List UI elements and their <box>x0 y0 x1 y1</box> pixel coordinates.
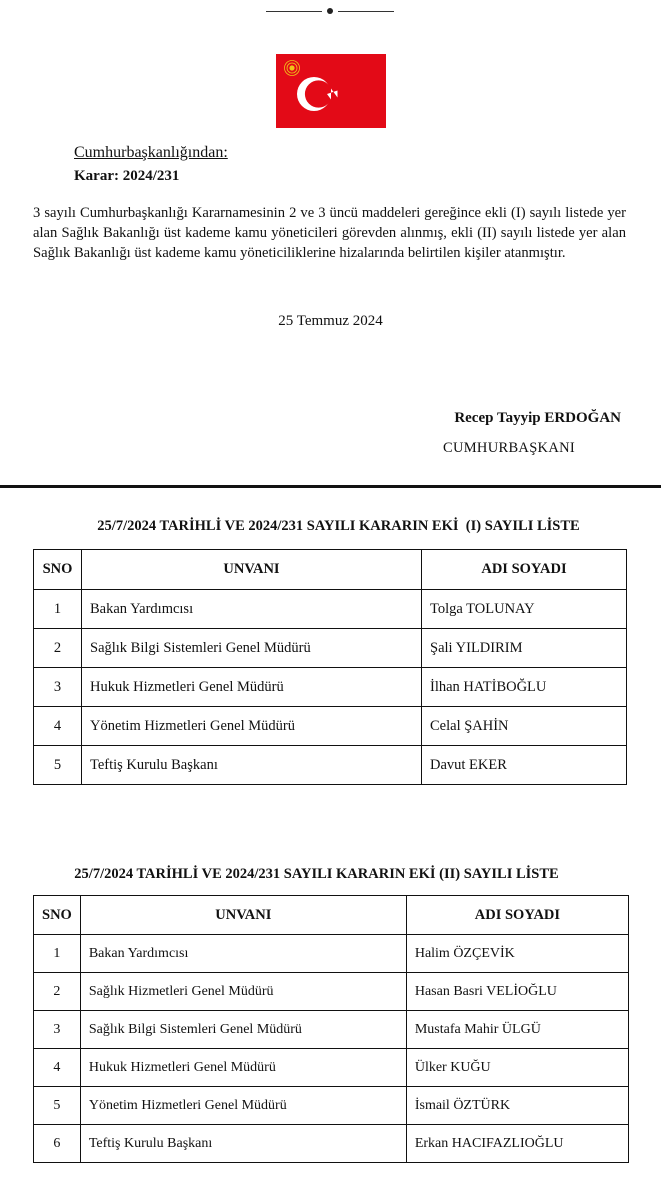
table-row <box>34 590 627 629</box>
signatory-title: CUMHURBAŞKANI <box>443 440 575 456</box>
column-header-adi-soyadi: ADI SOYADI <box>406 896 628 935</box>
table-row <box>34 1049 629 1087</box>
row-title: Yönetim Hizmetleri Genel Müdürü <box>82 707 422 746</box>
list-1-title: 25/7/2024 TARİHLİ VE 2024/231 SAYILI KARARIN EKİ (I) SAYILI LİSTE <box>97 518 580 534</box>
table-row <box>34 668 627 707</box>
column-header-sno: SNO <box>34 550 82 590</box>
issuing-authority: Cumhurbaşkanlığından: <box>74 144 228 161</box>
table-row <box>34 1087 629 1125</box>
row-name: Halim ÖZÇEVİK <box>406 935 628 973</box>
row-sno: 2 <box>34 973 81 1011</box>
table-row <box>34 973 629 1011</box>
row-sno: 1 <box>34 590 82 629</box>
list-2-table <box>33 895 629 1163</box>
table-row <box>34 746 627 785</box>
row-title: Sağlık Bilgi Sistemleri Genel Müdürü <box>82 629 422 668</box>
row-name: Ülker KUĞU <box>406 1049 628 1087</box>
row-sno: 3 <box>34 668 82 707</box>
decision-date: 25 Temmuz 2024 <box>278 313 383 329</box>
row-title: Hukuk Hizmetleri Genel Müdürü <box>80 1049 406 1087</box>
table-header-row <box>34 550 627 590</box>
decision-number: Karar: 2024/231 <box>74 168 180 184</box>
ornament-dot <box>327 8 333 14</box>
table-row <box>34 1125 629 1163</box>
row-sno: 5 <box>34 1087 81 1125</box>
list-2-title: 25/7/2024 TARİHLİ VE 2024/231 SAYILI KARARIN EKİ (II) SAYILI LİSTE <box>74 866 559 882</box>
row-name: Tolga TOLUNAY <box>422 590 627 629</box>
row-title: Yönetim Hizmetleri Genel Müdürü <box>80 1087 406 1125</box>
column-header-unvani: UNVANI <box>82 550 422 590</box>
row-title: Sağlık Hizmetleri Genel Müdürü <box>80 973 406 1011</box>
table-row <box>34 935 629 973</box>
row-title: Bakan Yardımcısı <box>80 935 406 973</box>
row-sno: 2 <box>34 629 82 668</box>
column-header-sno: SNO <box>34 896 81 935</box>
row-sno: 1 <box>34 935 81 973</box>
row-title: Hukuk Hizmetleri Genel Müdürü <box>82 668 422 707</box>
row-sno: 5 <box>34 746 82 785</box>
row-sno: 6 <box>34 1125 81 1163</box>
row-name: Celal ŞAHİN <box>422 707 627 746</box>
signatory-name: Recep Tayyip ERDOĞAN <box>454 410 621 426</box>
row-name: Şali YILDIRIM <box>422 629 627 668</box>
table-header-row <box>34 896 629 935</box>
ornament-line-left <box>266 11 322 12</box>
turkish-flag-icon <box>276 54 386 128</box>
decision-body: 3 sayılı Cumhurbaşkanlığı Kararnamesinin 2 ve 3 üncü maddeleri gereğince ekli (I) sayılı listede yer alan Sağlık Bakanlığı üst kademe kamu yöneticileri görevden alınmış, ekli (II) sayılı listede yer alan Sağlık Bakanlığı üst kademe kamu yöneticiliklerine hizalarında belirtilen kişiler atanmıştır. <box>33 205 626 261</box>
row-title: Sağlık Bilgi Sistemleri Genel Müdürü <box>80 1011 406 1049</box>
row-name: Mustafa Mahir ÜLGÜ <box>406 1011 628 1049</box>
table-row <box>34 707 627 746</box>
list-1-table <box>33 549 627 785</box>
header-ornament <box>266 6 396 16</box>
row-name: İlhan HATİBOĞLU <box>422 668 627 707</box>
row-sno: 4 <box>34 707 82 746</box>
table-row <box>34 1011 629 1049</box>
column-header-unvani: UNVANI <box>80 896 406 935</box>
row-name: Davut EKER <box>422 746 627 785</box>
presidential-seal-icon <box>285 61 300 76</box>
row-name: İsmail ÖZTÜRK <box>406 1087 628 1125</box>
row-title: Teftiş Kurulu Başkanı <box>82 746 422 785</box>
table-row <box>34 629 627 668</box>
section-divider <box>0 485 661 488</box>
row-title: Teftiş Kurulu Başkanı <box>80 1125 406 1163</box>
row-sno: 4 <box>34 1049 81 1087</box>
row-name: Hasan Basri VELİOĞLU <box>406 973 628 1011</box>
row-name: Erkan HACIFAZLIOĞLU <box>406 1125 628 1163</box>
row-title: Bakan Yardımcısı <box>82 590 422 629</box>
ornament-line-right <box>338 11 394 12</box>
column-header-adi-soyadi: ADI SOYADI <box>422 550 627 590</box>
row-sno: 3 <box>34 1011 81 1049</box>
